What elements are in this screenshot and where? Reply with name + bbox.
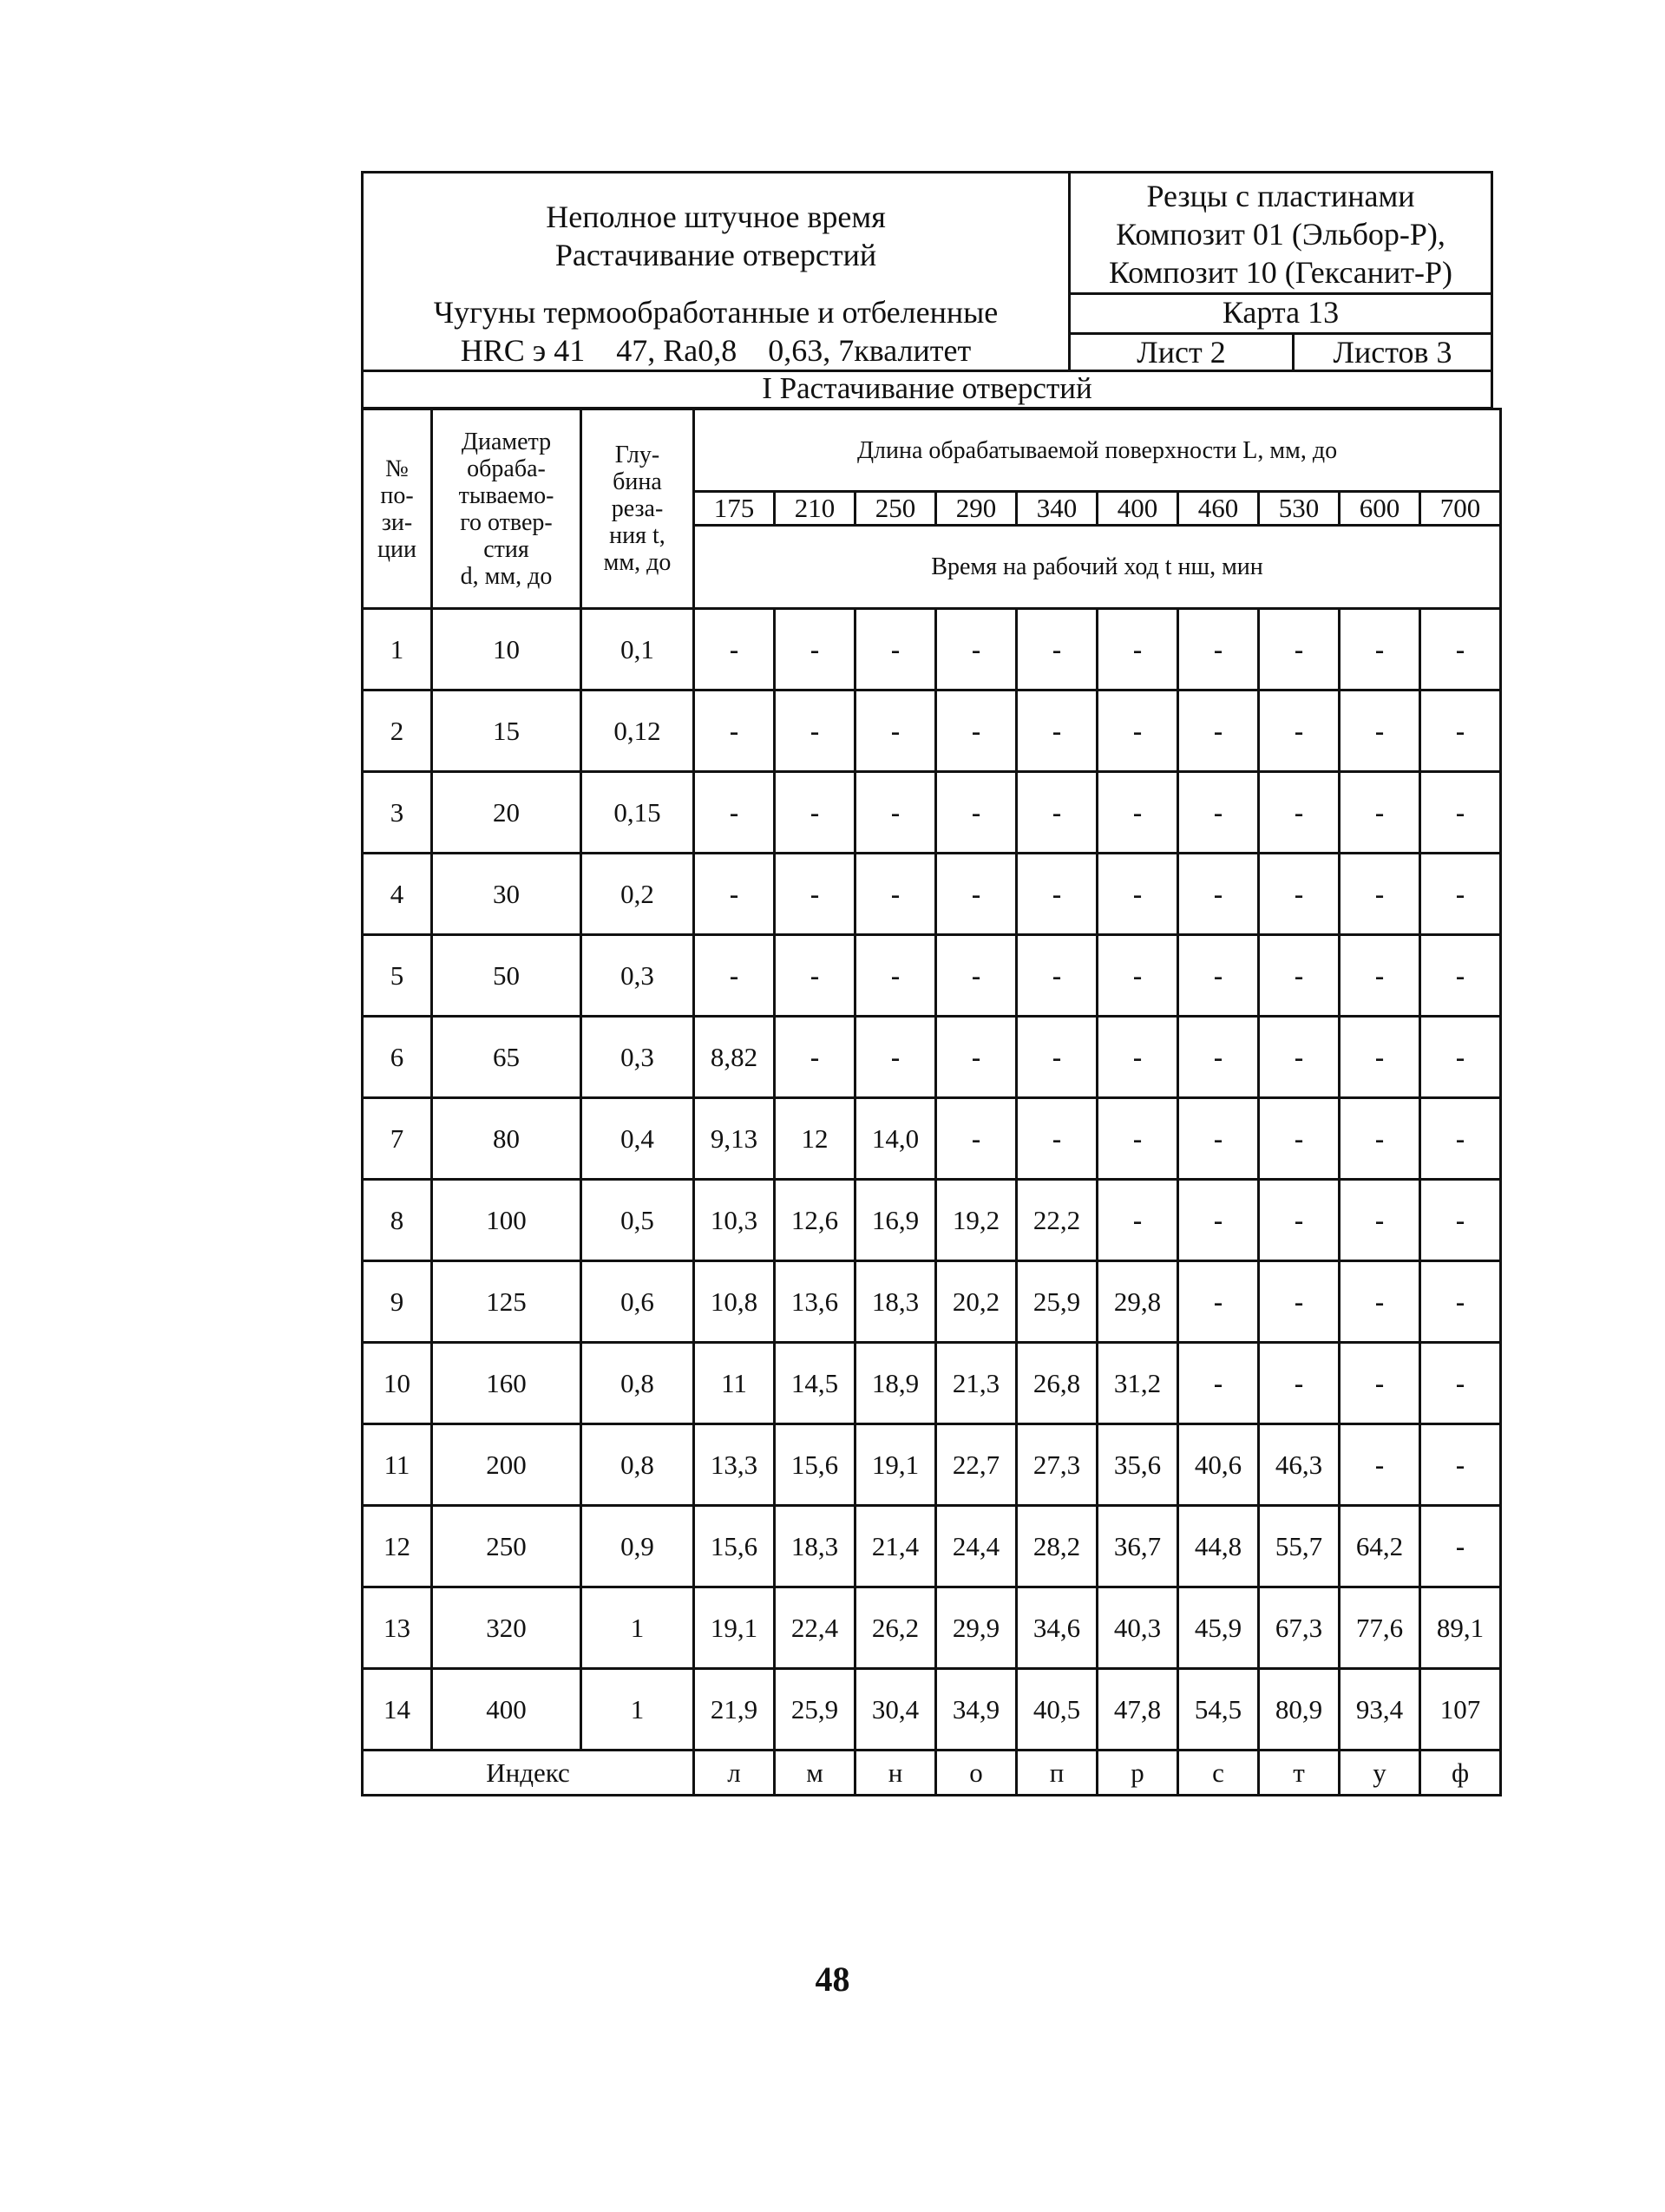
time-cell: 19,1 bbox=[694, 1587, 775, 1669]
index-letter: п bbox=[1017, 1751, 1098, 1796]
time-cell: - bbox=[1420, 1180, 1501, 1261]
table-row bbox=[363, 772, 1501, 854]
table-row bbox=[363, 935, 1501, 1017]
time-norms-table bbox=[361, 408, 1502, 1796]
time-cell: - bbox=[1098, 609, 1178, 690]
time-cell: - bbox=[1098, 1017, 1178, 1098]
time-cell: - bbox=[855, 935, 936, 1017]
time-cell: 29,9 bbox=[936, 1587, 1017, 1669]
time-cell: 44,8 bbox=[1178, 1506, 1259, 1587]
time-cell: - bbox=[855, 772, 936, 854]
cutter-description bbox=[1071, 177, 1491, 295]
time-cell: - bbox=[936, 854, 1017, 935]
page-number: 48 bbox=[815, 1960, 850, 1999]
position-cell: 14 bbox=[363, 1669, 432, 1751]
header-left bbox=[364, 173, 1071, 370]
diameter-cell: 80 bbox=[432, 1098, 581, 1180]
time-cell: 21,4 bbox=[855, 1506, 936, 1587]
depth-cell: 0,6 bbox=[581, 1261, 694, 1343]
time-cell: 15,6 bbox=[775, 1424, 855, 1506]
time-cell: 25,9 bbox=[775, 1669, 855, 1751]
time-cell: - bbox=[936, 935, 1017, 1017]
time-cell: 64,2 bbox=[1340, 1506, 1420, 1587]
time-cell: 9,13 bbox=[694, 1098, 775, 1180]
time-cell: - bbox=[936, 609, 1017, 690]
time-cell: - bbox=[1098, 935, 1178, 1017]
time-cell: - bbox=[1178, 1098, 1259, 1180]
index-label: Индекс bbox=[363, 1751, 694, 1796]
time-cell: - bbox=[1340, 935, 1420, 1017]
diameter-cell: 125 bbox=[432, 1261, 581, 1343]
length-value: 250 bbox=[855, 492, 936, 526]
depth-cell: 0,4 bbox=[581, 1098, 694, 1180]
time-cell: 12,6 bbox=[775, 1180, 855, 1261]
section-title: I Растачивание отверстий bbox=[361, 370, 1493, 409]
time-cell: - bbox=[1259, 1098, 1340, 1180]
time-cell: - bbox=[1098, 1098, 1178, 1180]
time-cell: 27,3 bbox=[1017, 1424, 1098, 1506]
time-cell: - bbox=[1178, 1343, 1259, 1424]
time-cell: - bbox=[936, 1098, 1017, 1180]
time-cell: 67,3 bbox=[1259, 1587, 1340, 1669]
cutters-line2: Композит 01 (Эльбор-Р), bbox=[1116, 217, 1445, 252]
length-value: 600 bbox=[1340, 492, 1420, 526]
time-cell: 36,7 bbox=[1098, 1506, 1178, 1587]
index-letter: р bbox=[1098, 1751, 1178, 1796]
time-cell: 40,3 bbox=[1098, 1587, 1178, 1669]
time-cell: 45,9 bbox=[1178, 1587, 1259, 1669]
index-letter: л bbox=[694, 1751, 775, 1796]
diameter-cell: 10 bbox=[432, 609, 581, 690]
length-header: Длина обрабатываемой поверхности L, мм, до bbox=[694, 409, 1501, 492]
time-cell: 21,9 bbox=[694, 1669, 775, 1751]
length-value: 210 bbox=[775, 492, 855, 526]
index-letter: у bbox=[1340, 1751, 1420, 1796]
time-cell: 11 bbox=[694, 1343, 775, 1424]
index-letter: о bbox=[936, 1751, 1017, 1796]
position-cell: 4 bbox=[363, 854, 432, 935]
card-title bbox=[364, 198, 1068, 274]
time-cell: 47,8 bbox=[1098, 1669, 1178, 1751]
time-cell: - bbox=[694, 854, 775, 935]
time-cell: - bbox=[1340, 1261, 1420, 1343]
time-cell: 15,6 bbox=[694, 1506, 775, 1587]
time-cell: 80,9 bbox=[1259, 1669, 1340, 1751]
time-cell: - bbox=[1259, 1343, 1340, 1424]
card-header bbox=[361, 171, 1493, 372]
time-cell: 10,3 bbox=[694, 1180, 775, 1261]
time-cell: - bbox=[1098, 854, 1178, 935]
time-cell: - bbox=[1178, 854, 1259, 935]
length-value: 700 bbox=[1420, 492, 1501, 526]
time-cell: - bbox=[1098, 1180, 1178, 1261]
time-cell: - bbox=[1017, 772, 1098, 854]
time-cell: - bbox=[775, 1017, 855, 1098]
time-cell: - bbox=[1259, 854, 1340, 935]
time-cell: 29,8 bbox=[1098, 1261, 1178, 1343]
time-cell: - bbox=[1017, 1017, 1098, 1098]
time-cell: - bbox=[1420, 772, 1501, 854]
material-description bbox=[364, 293, 1068, 370]
time-cell: - bbox=[1420, 1098, 1501, 1180]
time-cell: - bbox=[1340, 854, 1420, 935]
col-header-depth: Глу- бина реза- ния t, мм, до bbox=[581, 409, 694, 609]
position-cell: 6 bbox=[363, 1017, 432, 1098]
time-cell: 46,3 bbox=[1259, 1424, 1340, 1506]
diameter-cell: 200 bbox=[432, 1424, 581, 1506]
time-cell: - bbox=[855, 854, 936, 935]
time-cell: 10,8 bbox=[694, 1261, 775, 1343]
time-cell: - bbox=[1178, 772, 1259, 854]
length-value: 400 bbox=[1098, 492, 1178, 526]
depth-cell: 1 bbox=[581, 1587, 694, 1669]
index-row bbox=[363, 1751, 1501, 1796]
time-cell: - bbox=[936, 772, 1017, 854]
time-cell: - bbox=[936, 1017, 1017, 1098]
time-cell: 18,3 bbox=[855, 1261, 936, 1343]
time-cell: 34,9 bbox=[936, 1669, 1017, 1751]
time-cell: - bbox=[1340, 690, 1420, 772]
depth-cell: 1 bbox=[581, 1669, 694, 1751]
time-cell: 20,2 bbox=[936, 1261, 1017, 1343]
table-row bbox=[363, 1506, 1501, 1587]
time-cell: - bbox=[1420, 1506, 1501, 1587]
col-header-diameter: Диаметр обраба- тываемо- го отвер- стия d, мм, до bbox=[432, 409, 581, 609]
diameter-cell: 320 bbox=[432, 1587, 581, 1669]
table-row bbox=[363, 1343, 1501, 1424]
time-cell: - bbox=[936, 690, 1017, 772]
length-value: 340 bbox=[1017, 492, 1098, 526]
table-row bbox=[363, 1424, 1501, 1506]
table-row bbox=[363, 1180, 1501, 1261]
time-cell: - bbox=[1178, 1180, 1259, 1261]
time-cell: 21,3 bbox=[936, 1343, 1017, 1424]
time-cell: - bbox=[694, 609, 775, 690]
diameter-cell: 20 bbox=[432, 772, 581, 854]
depth-cell: 0,1 bbox=[581, 609, 694, 690]
time-cell: - bbox=[1340, 1343, 1420, 1424]
time-cell: - bbox=[855, 609, 936, 690]
length-value: 460 bbox=[1178, 492, 1259, 526]
time-cell: - bbox=[1017, 854, 1098, 935]
position-cell: 2 bbox=[363, 690, 432, 772]
header-right bbox=[1071, 173, 1491, 370]
time-cell: - bbox=[1340, 1098, 1420, 1180]
time-cell: 22,7 bbox=[936, 1424, 1017, 1506]
time-cell: - bbox=[1340, 1017, 1420, 1098]
time-cell: - bbox=[1420, 1261, 1501, 1343]
time-cell: - bbox=[1017, 1098, 1098, 1180]
time-cell: - bbox=[1017, 935, 1098, 1017]
time-cell: 13,3 bbox=[694, 1424, 775, 1506]
time-cell: - bbox=[1098, 690, 1178, 772]
time-cell: - bbox=[1259, 1180, 1340, 1261]
time-cell: - bbox=[855, 690, 936, 772]
time-cell: 30,4 bbox=[855, 1669, 936, 1751]
col-header-position: № по- зи- ции bbox=[363, 409, 432, 609]
time-cell: 40,5 bbox=[1017, 1669, 1098, 1751]
time-cell: 35,6 bbox=[1098, 1424, 1178, 1506]
card-title-line1: Неполное штучное время bbox=[546, 200, 886, 234]
position-cell: 9 bbox=[363, 1261, 432, 1343]
time-cell: - bbox=[1420, 1343, 1501, 1424]
time-cell: 14,5 bbox=[775, 1343, 855, 1424]
time-cell: 77,6 bbox=[1340, 1587, 1420, 1669]
time-cell: 18,3 bbox=[775, 1506, 855, 1587]
time-cell: - bbox=[1178, 690, 1259, 772]
time-cell: 13,6 bbox=[775, 1261, 855, 1343]
time-cell: - bbox=[1178, 1017, 1259, 1098]
table-row bbox=[363, 609, 1501, 690]
index-letter: м bbox=[775, 1751, 855, 1796]
time-cell: - bbox=[1420, 690, 1501, 772]
time-cell: 40,6 bbox=[1178, 1424, 1259, 1506]
card-number: Карта 13 bbox=[1071, 292, 1491, 335]
time-cell: - bbox=[1420, 609, 1501, 690]
time-cell: 89,1 bbox=[1420, 1587, 1501, 1669]
time-cell: - bbox=[694, 690, 775, 772]
time-cell: - bbox=[1259, 690, 1340, 772]
cutters-line3: Композит 10 (Гексанит-Р) bbox=[1108, 255, 1453, 290]
time-cell: - bbox=[1178, 1261, 1259, 1343]
time-cell: - bbox=[775, 690, 855, 772]
time-cell: - bbox=[1259, 609, 1340, 690]
depth-cell: 0,3 bbox=[581, 1017, 694, 1098]
time-cell: 8,82 bbox=[694, 1017, 775, 1098]
time-cell: - bbox=[1340, 609, 1420, 690]
card-title-line2: Растачивание отверстий bbox=[554, 238, 877, 272]
table-row bbox=[363, 1587, 1501, 1669]
table-row bbox=[363, 1098, 1501, 1180]
table-row bbox=[363, 1261, 1501, 1343]
diameter-cell: 160 bbox=[432, 1343, 581, 1424]
diameter-cell: 250 bbox=[432, 1506, 581, 1587]
time-cell: - bbox=[1420, 935, 1501, 1017]
depth-cell: 0,12 bbox=[581, 690, 694, 772]
time-cell: - bbox=[694, 935, 775, 1017]
depth-cell: 0,15 bbox=[581, 772, 694, 854]
time-cell: 55,7 bbox=[1259, 1506, 1340, 1587]
time-cell: 31,2 bbox=[1098, 1343, 1178, 1424]
time-cell: - bbox=[1017, 609, 1098, 690]
time-cell: - bbox=[1178, 935, 1259, 1017]
diameter-cell: 50 bbox=[432, 935, 581, 1017]
time-cell: 12 bbox=[775, 1098, 855, 1180]
time-cell: - bbox=[1420, 854, 1501, 935]
table-row bbox=[363, 854, 1501, 935]
time-cell: - bbox=[1259, 935, 1340, 1017]
time-cell: - bbox=[855, 1017, 936, 1098]
index-letter: с bbox=[1178, 1751, 1259, 1796]
time-cell: - bbox=[1259, 772, 1340, 854]
diameter-cell: 100 bbox=[432, 1180, 581, 1261]
time-cell: - bbox=[1178, 609, 1259, 690]
position-cell: 1 bbox=[363, 609, 432, 690]
time-cell: 14,0 bbox=[855, 1098, 936, 1180]
time-cell: 107 bbox=[1420, 1669, 1501, 1751]
time-cell: - bbox=[1340, 1180, 1420, 1261]
time-cell: 22,4 bbox=[775, 1587, 855, 1669]
time-cell: - bbox=[1098, 772, 1178, 854]
time-cell: 16,9 bbox=[855, 1180, 936, 1261]
time-cell: 19,1 bbox=[855, 1424, 936, 1506]
depth-cell: 0,8 bbox=[581, 1343, 694, 1424]
position-cell: 3 bbox=[363, 772, 432, 854]
time-cell: - bbox=[775, 772, 855, 854]
time-cell: - bbox=[1340, 1424, 1420, 1506]
time-cell: 18,9 bbox=[855, 1343, 936, 1424]
diameter-cell: 65 bbox=[432, 1017, 581, 1098]
diameter-cell: 30 bbox=[432, 854, 581, 935]
time-cell: 22,2 bbox=[1017, 1180, 1098, 1261]
time-cell: 24,4 bbox=[936, 1506, 1017, 1587]
time-cell: - bbox=[1017, 690, 1098, 772]
time-cell: - bbox=[1340, 772, 1420, 854]
length-value: 175 bbox=[694, 492, 775, 526]
material-line1: Чугуны термообработанные и отбеленные bbox=[433, 295, 999, 330]
position-cell: 7 bbox=[363, 1098, 432, 1180]
depth-cell: 0,3 bbox=[581, 935, 694, 1017]
time-cell: - bbox=[1259, 1261, 1340, 1343]
sheet-number: Лист 2 bbox=[1071, 332, 1295, 372]
depth-cell: 0,5 bbox=[581, 1180, 694, 1261]
diameter-cell: 15 bbox=[432, 690, 581, 772]
time-cell: 26,2 bbox=[855, 1587, 936, 1669]
time-cell: 34,6 bbox=[1017, 1587, 1098, 1669]
time-cell: 19,2 bbox=[936, 1180, 1017, 1261]
diameter-cell: 400 bbox=[432, 1669, 581, 1751]
time-cell: 26,8 bbox=[1017, 1343, 1098, 1424]
time-cell: - bbox=[1420, 1424, 1501, 1506]
time-cell: - bbox=[1420, 1017, 1501, 1098]
time-header: Время на рабочий ход t нш, мин bbox=[694, 526, 1501, 609]
time-cell: 28,2 bbox=[1017, 1506, 1098, 1587]
time-cell: 93,4 bbox=[1340, 1669, 1420, 1751]
position-cell: 10 bbox=[363, 1343, 432, 1424]
position-cell: 5 bbox=[363, 935, 432, 1017]
position-cell: 8 bbox=[363, 1180, 432, 1261]
position-cell: 13 bbox=[363, 1587, 432, 1669]
time-cell: 54,5 bbox=[1178, 1669, 1259, 1751]
index-letter: н bbox=[855, 1751, 936, 1796]
time-cell: - bbox=[775, 609, 855, 690]
index-letter: ф bbox=[1420, 1751, 1501, 1796]
time-cell: - bbox=[775, 935, 855, 1017]
index-letter: т bbox=[1259, 1751, 1340, 1796]
length-value: 290 bbox=[936, 492, 1017, 526]
depth-cell: 0,8 bbox=[581, 1424, 694, 1506]
material-line2: HRC э 41 47, Ra0,8 0,63, 7квалитет bbox=[460, 333, 972, 368]
time-cell: - bbox=[775, 854, 855, 935]
position-cell: 11 bbox=[363, 1424, 432, 1506]
table-row bbox=[363, 1669, 1501, 1751]
position-cell: 12 bbox=[363, 1506, 432, 1587]
cutters-line1: Резцы с пластинами bbox=[1146, 179, 1415, 213]
sheets-total: Листов 3 bbox=[1333, 335, 1452, 370]
length-value: 530 bbox=[1259, 492, 1340, 526]
time-cell: - bbox=[694, 772, 775, 854]
table-row bbox=[363, 690, 1501, 772]
time-cell: 25,9 bbox=[1017, 1261, 1098, 1343]
time-cell: - bbox=[1259, 1017, 1340, 1098]
depth-cell: 0,9 bbox=[581, 1506, 694, 1587]
table-row bbox=[363, 1017, 1501, 1098]
depth-cell: 0,2 bbox=[581, 854, 694, 935]
